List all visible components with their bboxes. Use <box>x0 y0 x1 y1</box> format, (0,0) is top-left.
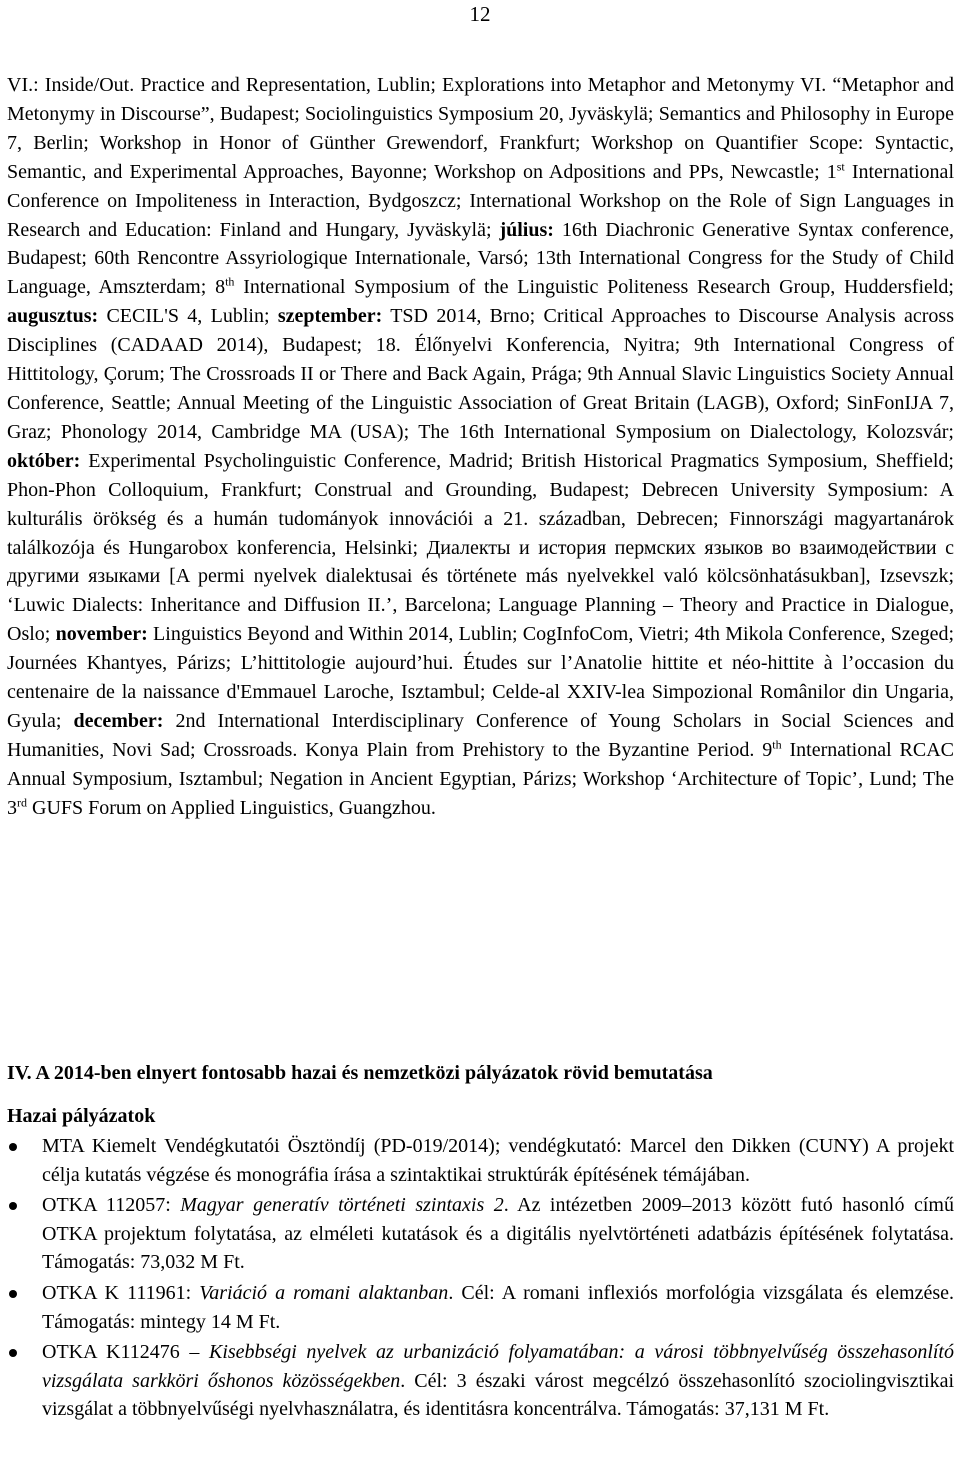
ordinal-suffix: rd <box>17 795 27 809</box>
month-label-augusztus: augusztus: <box>7 305 99 328</box>
ordinal-suffix: th <box>225 274 235 289</box>
month-label-november: november: <box>55 623 148 646</box>
conference-list-paragraph <box>7 71 954 823</box>
grant-id: OTKA K 111961: <box>42 1281 200 1304</box>
bullet-icon <box>9 1290 17 1298</box>
ordinal-suffix: st <box>836 159 845 174</box>
grant-title: Kisebbségi nyelvek az urbanizáció folyamatában: a városi többnyelvűség összehasonlító vizsgálata sarkköri őshonos közösségekben <box>42 1341 954 1392</box>
list-item <box>7 1191 954 1277</box>
text-run: GUFS Forum on Applied Linguistics, Guangzhou. <box>27 796 436 819</box>
grant-list <box>7 1132 954 1426</box>
text-run: TSD 2014, Brno; Critical Approaches to Discourse Analysis across Disciplines (CADAAD 2014), Budapest; 18. Élőnyelvi Konferencia, Nyitra; 9th International Congress of Hittitology, Çorum; The Crossroads II or There and Back Again, Prága; 9th Annual Slavic Linguistics Society Annual Conference, Seattle; Annual Meeting of the Linguistic Association of Great Britain (LAGB), Oxford; SinFonIJA 7, Graz; Phonology 2014, Cambridge MA (USA); The 16th International Symposium on Dialectology, Kolozsvár; <box>7 305 954 443</box>
list-item <box>7 1338 954 1424</box>
grant-title: Variáció a romani alaktanban <box>199 1281 449 1304</box>
text-run: Experimental Psycholinguistic Conference, Madrid; British Historical Pragmatics Symposium, Sheffield; Phon-Phon Colloquium, Frankfurt; Construal and Grounding, Budapest; Debrecen University Symposium: A kulturális örökség és a humán tudományok innovációi a 21. században, Debrecen; Finnországi magyartanárok találkozója és Hungarobox konferencia, Helsinki; Диалекты и история пермских языков во взаимодействии с другими языками [A permi nyelvek dialektusai és története más nyelvekkel való kölcsönhatásukban], Izsevszk; ‘Luwic Dialects: Inheritance and Diffusion II.’, Barcelona; Language Planning – Theory and Practice in Dialogue, Oslo; <box>7 449 954 646</box>
bullet-icon <box>9 1349 17 1357</box>
bullet-icon <box>9 1202 17 1210</box>
page-number: 12 <box>469 2 491 26</box>
text-run: International Symposium of the Linguistic Politeness Research Group, Huddersfield; <box>234 276 954 299</box>
text-run: Linguistics Beyond and Within 2014, Lublin; CogInfoCom, Vietri; 4th Mikola Conference, Szeged; Journées Khantyes, Párizs; L’hittitologie aujourd’hui. Études sur l’Anatolie hittite et néo-hittite à l’occasion du centenaire de la naissance d'Emmauel Laroche, Isztambul; Celde-al XXIV-lea Simpozional Românilor din Ungaria, Gyula; <box>7 623 955 732</box>
text-run: International RCAC Annual Symposium, Isztambul; Negation in Ancient Egyptian, Párizs; Workshop ‘Architecture of Topic’, Lund; The 3 <box>7 738 955 819</box>
text-run: 16th Diachronic Generative Syntax conference, Budapest; 60th Rencontre Assyriologique Internationale, Varsó; 13th International Congress for the Study of Child Language, Amszterdam; 8 <box>7 218 955 299</box>
text-run: 2nd International Interdisciplinary Conference of Young Scholars in Social Sciences and Humanities, Novi Sad; Crossroads. Konya Plain from Prehistory to the Byzantine Period. 9 <box>7 709 955 761</box>
text-run: CECIL'S 4, Lublin; <box>98 305 278 328</box>
month-label-szeptember: szeptember: <box>277 305 383 328</box>
grant-description: . Az intézetben 2009–2013 között futó hasonló című OTKA projektum folytatása, az elméleti kutatások és a digitális nyelvtörténeti adatbázis építésének folytatása. Támogatás: 73,032 M Ft. <box>42 1194 954 1274</box>
bullet-icon <box>9 1143 17 1151</box>
list-item <box>7 1132 954 1189</box>
subsection-heading: Hazai pályázatok <box>7 1105 156 1127</box>
month-label-december: december: <box>73 709 164 732</box>
grant-id: OTKA K112476 – <box>42 1341 209 1364</box>
grant-description: . Cél: A romani inflexiós morfológia vizsgálata és elemzése. Támogatás: mintegy 14 M Ft. <box>42 1281 954 1333</box>
month-label-julius: július: <box>499 218 554 241</box>
section-heading: IV. A 2014-ben elnyert fontosabb hazai és nemzetközi pályázatok rövid bemutatása <box>7 1062 713 1084</box>
grant-text: MTA Kiemelt Vendégkutatói Ösztöndíj (PD-019/2014); vendégkutató: Marcel den Dikken (CUNY) A projekt célja kutatás végzése és monográfia írása a szintaktikai struktúrák építésének témájában. <box>42 1135 954 1186</box>
grant-title: Magyar generatív történeti szintaxis 2 <box>180 1194 504 1217</box>
list-item <box>7 1279 954 1336</box>
grant-id: OTKA 112057: <box>42 1194 181 1217</box>
grant-description: . Cél: 3 északi várost megcélzó összehasonlító szociolingvisztikai vizsgálat a többnyelvűségi nyelvhasználatra, és identitásra koncentrálva. Támogatás: 37,131 M Ft. <box>42 1369 955 1421</box>
text-run: International Conference on Impoliteness in Interaction, Bydgoszcz; International Workshop on the Role of Sign Languages in Research and Education: Finland and Hungary, Jyväskylä; <box>7 160 954 241</box>
text-run: VI.: Inside/Out. Practice and Representation, Lublin; Explorations into Metaphor and Metonymy VI. “Metaphor and Metonymy in Discourse”, Budapest; Sociolinguistics Symposium 20, Jyväskylä; Semantics and Philosophy in Europe 7, Berlin; Workshop in Honor of Günther Grewendorf, Frankfurt; Workshop on Quantifier Scope: Syntactic, Semantic, and Experimental Approaches, Bayonne; Workshop on Adpositions and PPs, Newcastle; 1 <box>7 74 954 183</box>
ordinal-suffix: th <box>772 737 782 752</box>
month-label-oktober: október: <box>7 449 81 472</box>
